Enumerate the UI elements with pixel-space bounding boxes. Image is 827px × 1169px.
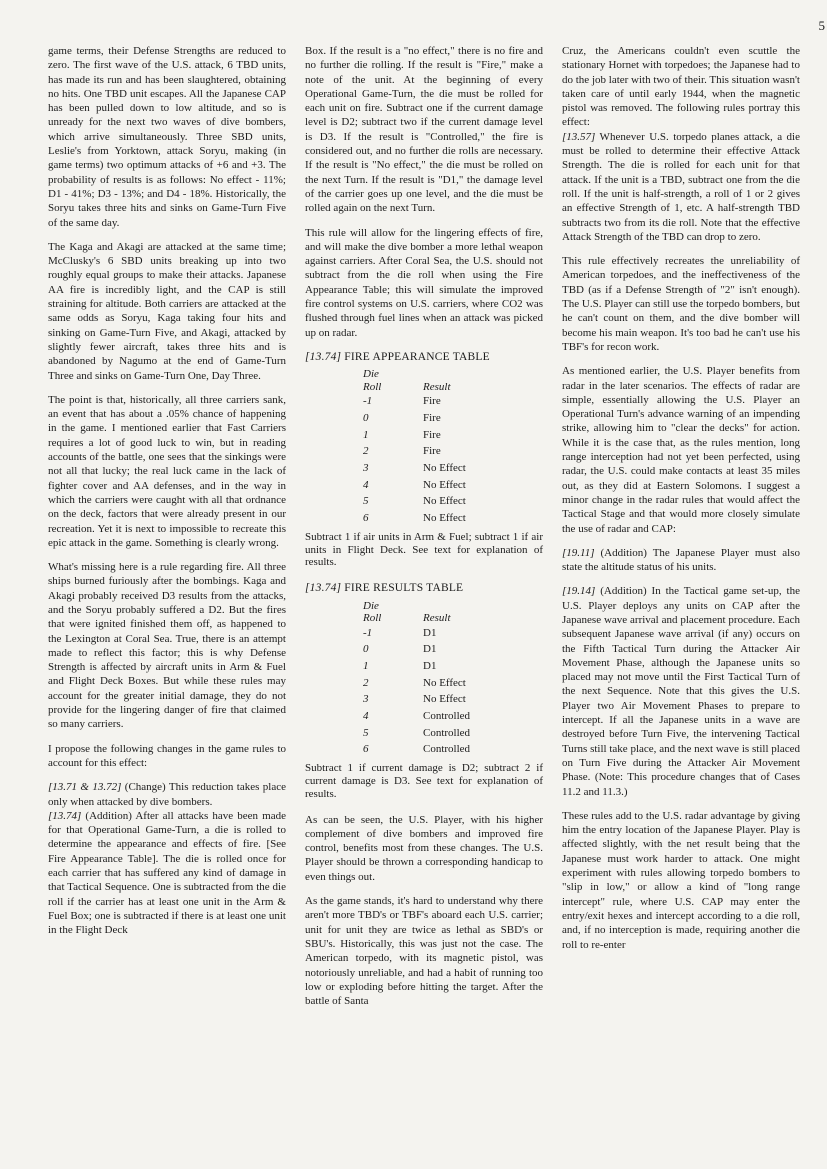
- die-roll: -1: [363, 395, 373, 408]
- table-row: [363, 725, 470, 742]
- column-1: [48, 44, 286, 948]
- die-roll: -1: [363, 626, 373, 639]
- result: No Effect: [423, 512, 466, 525]
- table-title: FIRE RESULTS TABLE: [341, 582, 464, 595]
- rule-text: (Addition) The Japanese Player must also state the altitude status of his units.: [562, 546, 800, 574]
- paragraph: As can be seen, the U.S. Player, with his higher complement of dive bombers and improved fire control, benefits most from these changes. The U.S. Player should be thrown a corresponding handicap to even things out.: [305, 813, 543, 883]
- paragraph: What's missing here is a rule regarding fire. All three ships burned furiously after the bombings. Kaga and Akagi probably received D3 results from the attacks, and the Soryu probably suffered a D2. But the fires that were ignited finished them off, as happened to the Lexington at Coral Sea. True, there is an attempt made to reflect this factor; this is why Defense Strength is affected by aircraft units in Arm & Fuel and Flight Deck Boxes. But while these rules may account for the greater initial damage, they do not provide for the lingering danger of fire that claimed so many carriers.: [48, 561, 286, 731]
- table-ref: [13.74]: [305, 350, 342, 363]
- table-row: [363, 658, 470, 675]
- result: Fire: [423, 395, 441, 408]
- rule-text: (Change) This reduction takes place only when attacked by dive bombers.: [48, 781, 286, 808]
- page-number: 5: [818, 18, 825, 33]
- table-header: [363, 368, 466, 393]
- header-die: Die: [363, 368, 379, 381]
- fire-appearance-table: [363, 368, 466, 527]
- table-row: [363, 510, 466, 527]
- table-ref: [13.74]: [305, 582, 342, 595]
- paragraph: As mentioned earlier, the U.S. Player benefits from radar in the later scenarios. The effects of radar are simple, essentially allowing the U.S. Player an Operational Turn's advance warning of an impending strike, allowing him to "clear the decks" for action. While it is the case that, as the rules mention, long range interception had not yet been perfected, using radar, the U.S. could make contacts at least 35 miles out, as they did at Eastern Solomons. I suggest a minor change in the radar rules that would affect the Tactical Stage and that would more closely simulate the use of radar and CAP:: [562, 365, 800, 535]
- die-roll: 0: [363, 411, 369, 424]
- result: Fire: [423, 445, 441, 458]
- paragraph: This rule will allow for the lingering effects of fire, and will make the dive bomber a more lethal weapon against carriers. After Coral Sea, the U.S. should not subtract from the die roll when using the Fire Appearance Table; this will simulate the improved fire control systems on U.S. carriers, where CO2 was flushed through fuel lines when an attack was picked up on radar.: [305, 226, 543, 339]
- header-roll: Roll: [363, 380, 382, 393]
- table-row: [363, 493, 466, 510]
- rule-ref: [13.71 & 13.72]: [48, 781, 122, 794]
- table-note: Subtract 1 if air units in Arm & Fuel; subtract 1 if air units in Flight Deck. See text for explanation of results.: [305, 530, 543, 569]
- die-roll: 4: [363, 478, 369, 491]
- rule-paragraph: [562, 546, 800, 575]
- header-result: Result: [423, 380, 451, 393]
- rule-paragraph: [562, 130, 800, 244]
- header-result: Result: [423, 612, 451, 625]
- paragraph: game terms, their Defense Strengths are reduced to zero. The first wave of the U.S. attack, 6 TBD units, has made its run and has been slaughtered, obtaining no hits. One TBD unit escapes. All the Japanese CAP has been pulled down to low altitude, and so is unready for the next two waves of dive bombers, which arrive simultaneously. Three SBD units, Leslie's from Yorktown, attack Soryu, making (in game terms) two optimum attacks of +6 and +3. The probability of results is as follows: No effect - 11%; D1 - 41%; D3 - 13%; and D4 - 18%. Historically, the Soryu takes three hits and sinks on Game-Turn Five of the same day.: [48, 45, 286, 229]
- result: D1: [423, 626, 437, 639]
- table-note: Subtract 1 if current damage is D2; subtract 2 if current damage is D3. See text for explanation of results.: [305, 762, 543, 800]
- paragraph: Box. If the result is a "no effect," there is no fire and no further die rolling. If the result is "Fire," make a note of the unit. At the beginning of every Operational Game-Turn, the die must be rolled for each unit on fire. Subtract one if the current damage level is D2; subtract two if the current damage level is D3. If the result is "Controlled," the fire is considered out, and no further die rolls are necessary. If the result is "No effect," the die must be rolled on the next Turn. If the result is "D1," the damage level of the carrier goes up one level, and the die must be rolled again on the next Turn.: [305, 45, 543, 215]
- result: Controlled: [423, 743, 471, 756]
- paragraph: I propose the following changes in the game rules to account for this effect:: [48, 742, 286, 769]
- rule-text: Whenever U.S. torpedo planes attack, a die must be rolled to determine their effective Attack Strength. The die is rolled for each unit for that attack. If the unit is a TBD, subtract one from the die roll. If the unit is half-strength, a roll of 1 or 2 gives an effective Strength of 1, etc. A half-strength TBD subtracts two from its die roll. Note that the effective Attack Strength of the TBD can drop to zero.: [562, 130, 800, 243]
- table-row: [363, 641, 470, 658]
- result: No Effect: [423, 478, 466, 491]
- die-roll: 5: [363, 726, 369, 739]
- column-3: [562, 44, 800, 962]
- rule-ref: [13.57]: [562, 130, 596, 143]
- fire-appearance-table-title: [305, 350, 543, 364]
- die-roll: 4: [363, 710, 369, 723]
- table-row: [363, 708, 470, 725]
- die-roll: 3: [363, 462, 369, 475]
- result: D1: [423, 659, 437, 672]
- table-header: [363, 600, 470, 625]
- die-roll: 2: [363, 676, 369, 689]
- header-die: Die: [363, 599, 379, 612]
- rule-text: (Addition) In the Tactical game set-up, the U.S. Player deploys any units on CAP after the Japanese wave arrival and placement procedure. Each subsequent Japanese wave arrival (if any) occurs on the Fifth Tactical Turn during the Attacker Air Movement Phase, although the Japanese units so placed may not move until the First Tactical Turn of the next Sequence. Note that this gives the U.S. Player two Air Movement Phases to prepare to intercept. If all the Japanese units in a wave are destroyed before Turn Five, the intervening Tactical Turns still take place, and the next wave is still placed on Turn Five during the Attacker Air Movement Phase. (Note: This procedure changes that of Cases 11.2 and 11.3.): [562, 585, 800, 798]
- table-row: [363, 427, 466, 444]
- column-2: [305, 44, 543, 1018]
- rule-ref: [13.74]: [48, 809, 82, 822]
- die-roll: 3: [363, 693, 369, 706]
- paragraph: These rules add to the U.S. radar advantage by giving him the entry location of the Japanese Player. Play is affected slightly, with the net result being that the Japanese must work harder to attack. One might experiment with rules allowing torpedo bombers to "slip in low," or allow a kind of "long range intercept" rule, where U.S. CAP may enter the entry/exit hexes and intercept according to a die roll, and, if no interception is made, requiring another die roll to re-enter: [562, 809, 800, 951]
- paragraph: As the game stands, it's hard to understand why there aren't more TBD's or TBF's aboard each U.S. carrier; unit for unit they are twice as lethal as SBD's or SBU's. Historically, this was just not the case. The American torpedo, with its magnetic pistol, was notoriously unreliable, and had a habit of running too low or exploding before hitting the target. After the battle of Santa: [305, 895, 543, 1008]
- paragraph: Cruz, the Americans couldn't even scuttle the stationary Hornet with torpedoes; the Japanese had to do the job later with two of their. This situation wasn't taken care of until early 1944, when the magnetic pistol was removed. The following rules portray this effect:: [562, 45, 800, 129]
- table-row: [363, 410, 466, 427]
- table-row: [363, 443, 466, 460]
- die-roll: 1: [363, 659, 369, 672]
- result: Controlled: [423, 726, 471, 739]
- fire-results-table: [363, 600, 470, 759]
- table-title: FIRE APPEARANCE TABLE: [341, 350, 490, 363]
- table-row: [363, 393, 466, 410]
- paragraph: The point is that, historically, all three carriers sank, an event that has about a .05% chance of happening in the game. I mentioned earlier that Fast Carriers requires a lot of good luck to win, but in reading accounts of the battle, one sees that the sinkings were not all that lucky; the real luck came in the lack of fighter cover and AA defenses, and in the way in which the carriers were caught with all that ordnance on the deck, factors that were already present in our recreation. Yet it is next to impossible to recreate this epic attack in the game. Something is clearly wrong.: [48, 393, 286, 549]
- rule-ref: [19.14]: [562, 585, 596, 598]
- paragraph: This rule effectively recreates the unreliability of American torpedoes, and the ineffectiveness of the TBD (as if a Defense Strength of "2" isn't enough). The U.S. Player can still use the torpedo bombers, but he can't count on them, and the dive bomber will become his main weapon. It's too bad he can't use his TBF's for recon work.: [562, 255, 800, 353]
- die-roll: 1: [363, 428, 369, 441]
- table-row: [363, 675, 470, 692]
- table-row: [363, 625, 470, 642]
- result: No Effect: [423, 693, 466, 706]
- result: D1: [423, 643, 437, 656]
- result: Fire: [423, 428, 441, 441]
- result: No Effect: [423, 462, 466, 475]
- result: Fire: [423, 411, 441, 424]
- rule-paragraph: [562, 584, 800, 798]
- table-row: [363, 477, 466, 494]
- header-roll: Roll: [363, 612, 382, 625]
- die-roll: 6: [363, 512, 369, 525]
- rule-paragraph: [48, 780, 286, 809]
- result: No Effect: [423, 495, 466, 508]
- rule-ref: [19.11]: [562, 546, 595, 559]
- die-roll: 0: [363, 643, 369, 656]
- paragraph: The Kaga and Akagi are attacked at the same time; McClusky's 6 SBD units breaking up into two roughly equal groups to make their attacks. Japanese AA fire is incredibly light, and the CAP is still straining for altitude. Both carriers are attacked at the same odds as Soryu, Kaga taking four hits and sinking on Game-Turn Five, and Akagi, attacked by slightly fewer aircraft, takes three hits and is abandoned by Nagumo at the end of Game-Turn Three and sinks on Game-Turn One, Day Three.: [48, 240, 286, 382]
- rule-paragraph: [48, 809, 286, 938]
- die-roll: 6: [363, 743, 369, 756]
- rule-text: (Addition) After all attacks have been made for that Operational Game-Turn, a die is rolled to determine the appearance and effects of fire. [See Fire Appearance Table]. The die is rolled once for each carrier that has suffered any kind of damage in that Tactical Sequence. One is subtracted from the die roll if the carrier has at least one unit in the Arm & Fuel Box; one is subtracted if there is at least one unit in the Flight Deck: [48, 809, 286, 937]
- die-roll: 2: [363, 445, 369, 458]
- result: Controlled: [423, 710, 471, 723]
- die-roll: 5: [363, 495, 369, 508]
- table-row: [363, 741, 470, 758]
- table-row: [363, 691, 470, 708]
- result: No Effect: [423, 676, 466, 689]
- table-row: [363, 460, 466, 477]
- fire-results-table-title: [305, 581, 543, 595]
